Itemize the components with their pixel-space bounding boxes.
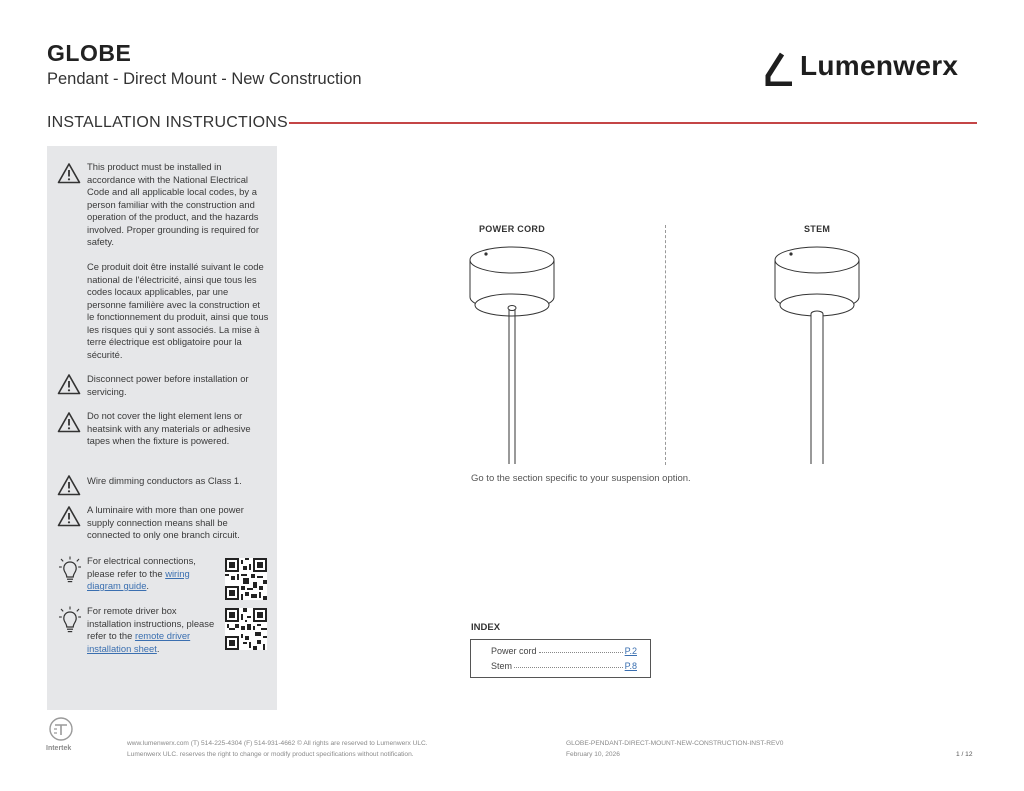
index-box — [470, 639, 651, 678]
lightbulb-icon — [59, 556, 81, 584]
qr-code[interactable] — [225, 608, 267, 650]
section-rule — [289, 122, 977, 124]
lightbulb-icon — [59, 606, 81, 634]
product-title: GLOBE — [47, 40, 132, 66]
suspension-option-caption: Go to the section specific to your suspension option. — [471, 473, 691, 484]
etl-certification-logo — [46, 716, 76, 742]
remote-driver-note: For remote driver box installation instructions, please refer to the remote driver installation sheet. — [87, 605, 215, 654]
do-not-cover-note: Do not cover the light element lens or heatsink with any materials or adhesive tapes when the fixture is powered. — [87, 410, 251, 446]
code-compliance-note-en: This product must be installed in accordance with the National Electrical Code and all applicable local codes, by a person familiar with the construction and operation of the product, and the hazards involved. Proper grounding is required for safety. — [87, 161, 259, 247]
power-cord-illustration[interactable] — [465, 240, 560, 466]
footer-doc-id: GLOBE-PENDANT-DIRECT-MOUNT-NEW-CONSTRUCTION-INST-REV0 — [566, 740, 784, 747]
index-title: INDEX — [471, 622, 501, 633]
footer-date: February 10, 2026 — [566, 751, 620, 758]
product-subtitle: Pendant - Direct Mount - New Construction — [47, 70, 362, 88]
brand-mark-icon — [764, 52, 794, 86]
section-title: INSTALLATION INSTRUCTIONS — [47, 114, 288, 131]
remote-driver-sheet-link[interactable]: remote driver installation sheet — [87, 630, 191, 654]
index-item-label: Power cord — [491, 646, 537, 656]
warning-icon — [57, 505, 81, 527]
wiring-diagram-link[interactable]: wiring diagram guide — [87, 567, 190, 591]
warning-icon — [57, 373, 81, 395]
page-number: 1 / 12 — [956, 751, 973, 758]
index-page-link[interactable]: P.8 — [624, 661, 637, 671]
option-label-power-cord: POWER CORD — [479, 224, 545, 234]
code-compliance-note-fr: Ce produit doit être installé suivant le code national de l'électricité, ainsi que tous les codes locaux applicables, par une personne familière avec la construction et le fonctionnement du produit, ainsi que tous les risques qui y sont associés. La mise à terre électrique est obligatoire pour la sécurité. — [87, 261, 269, 360]
index-leader — [539, 646, 623, 653]
index-item-label: Stem — [491, 661, 513, 671]
warning-icon — [57, 474, 81, 496]
disconnect-power-note: Disconnect power before installation or servicing. — [87, 373, 249, 397]
footer-contact: www.lumenwerx.com (T) 514-225-4304 (F) 514-931-4662 © All rights are reserved to Lumenwerx ULC. — [127, 740, 428, 747]
qr-code[interactable] — [225, 558, 267, 600]
options-divider — [665, 225, 666, 465]
safety-panel — [47, 146, 277, 710]
index-page-link[interactable]: P.2 — [624, 646, 637, 656]
warning-icon — [57, 411, 81, 433]
index-leader — [514, 661, 623, 668]
class1-wiring-note: Wire dimming conductors as Class 1. — [87, 475, 242, 486]
stem-illustration[interactable] — [770, 240, 865, 466]
option-label-stem: STEM — [804, 224, 831, 234]
brand-name: Lumenwerx — [800, 50, 959, 81]
footer-disclaimer: Lumenwerx ULC. reserves the right to change or modify product specifications without notification. — [127, 751, 414, 758]
intertek-label: Intertek — [46, 745, 72, 752]
index-row[interactable] — [491, 661, 637, 671]
branch-circuit-note: A luminaire with more than one power supply connection means shall be connected to only one branch circuit. — [87, 504, 244, 540]
index-row[interactable] — [491, 646, 637, 656]
brand-logo — [764, 50, 980, 90]
electrical-connections-note: For electrical connections, please refer to the wiring diagram guide. — [87, 555, 196, 591]
warning-icon — [57, 162, 81, 184]
